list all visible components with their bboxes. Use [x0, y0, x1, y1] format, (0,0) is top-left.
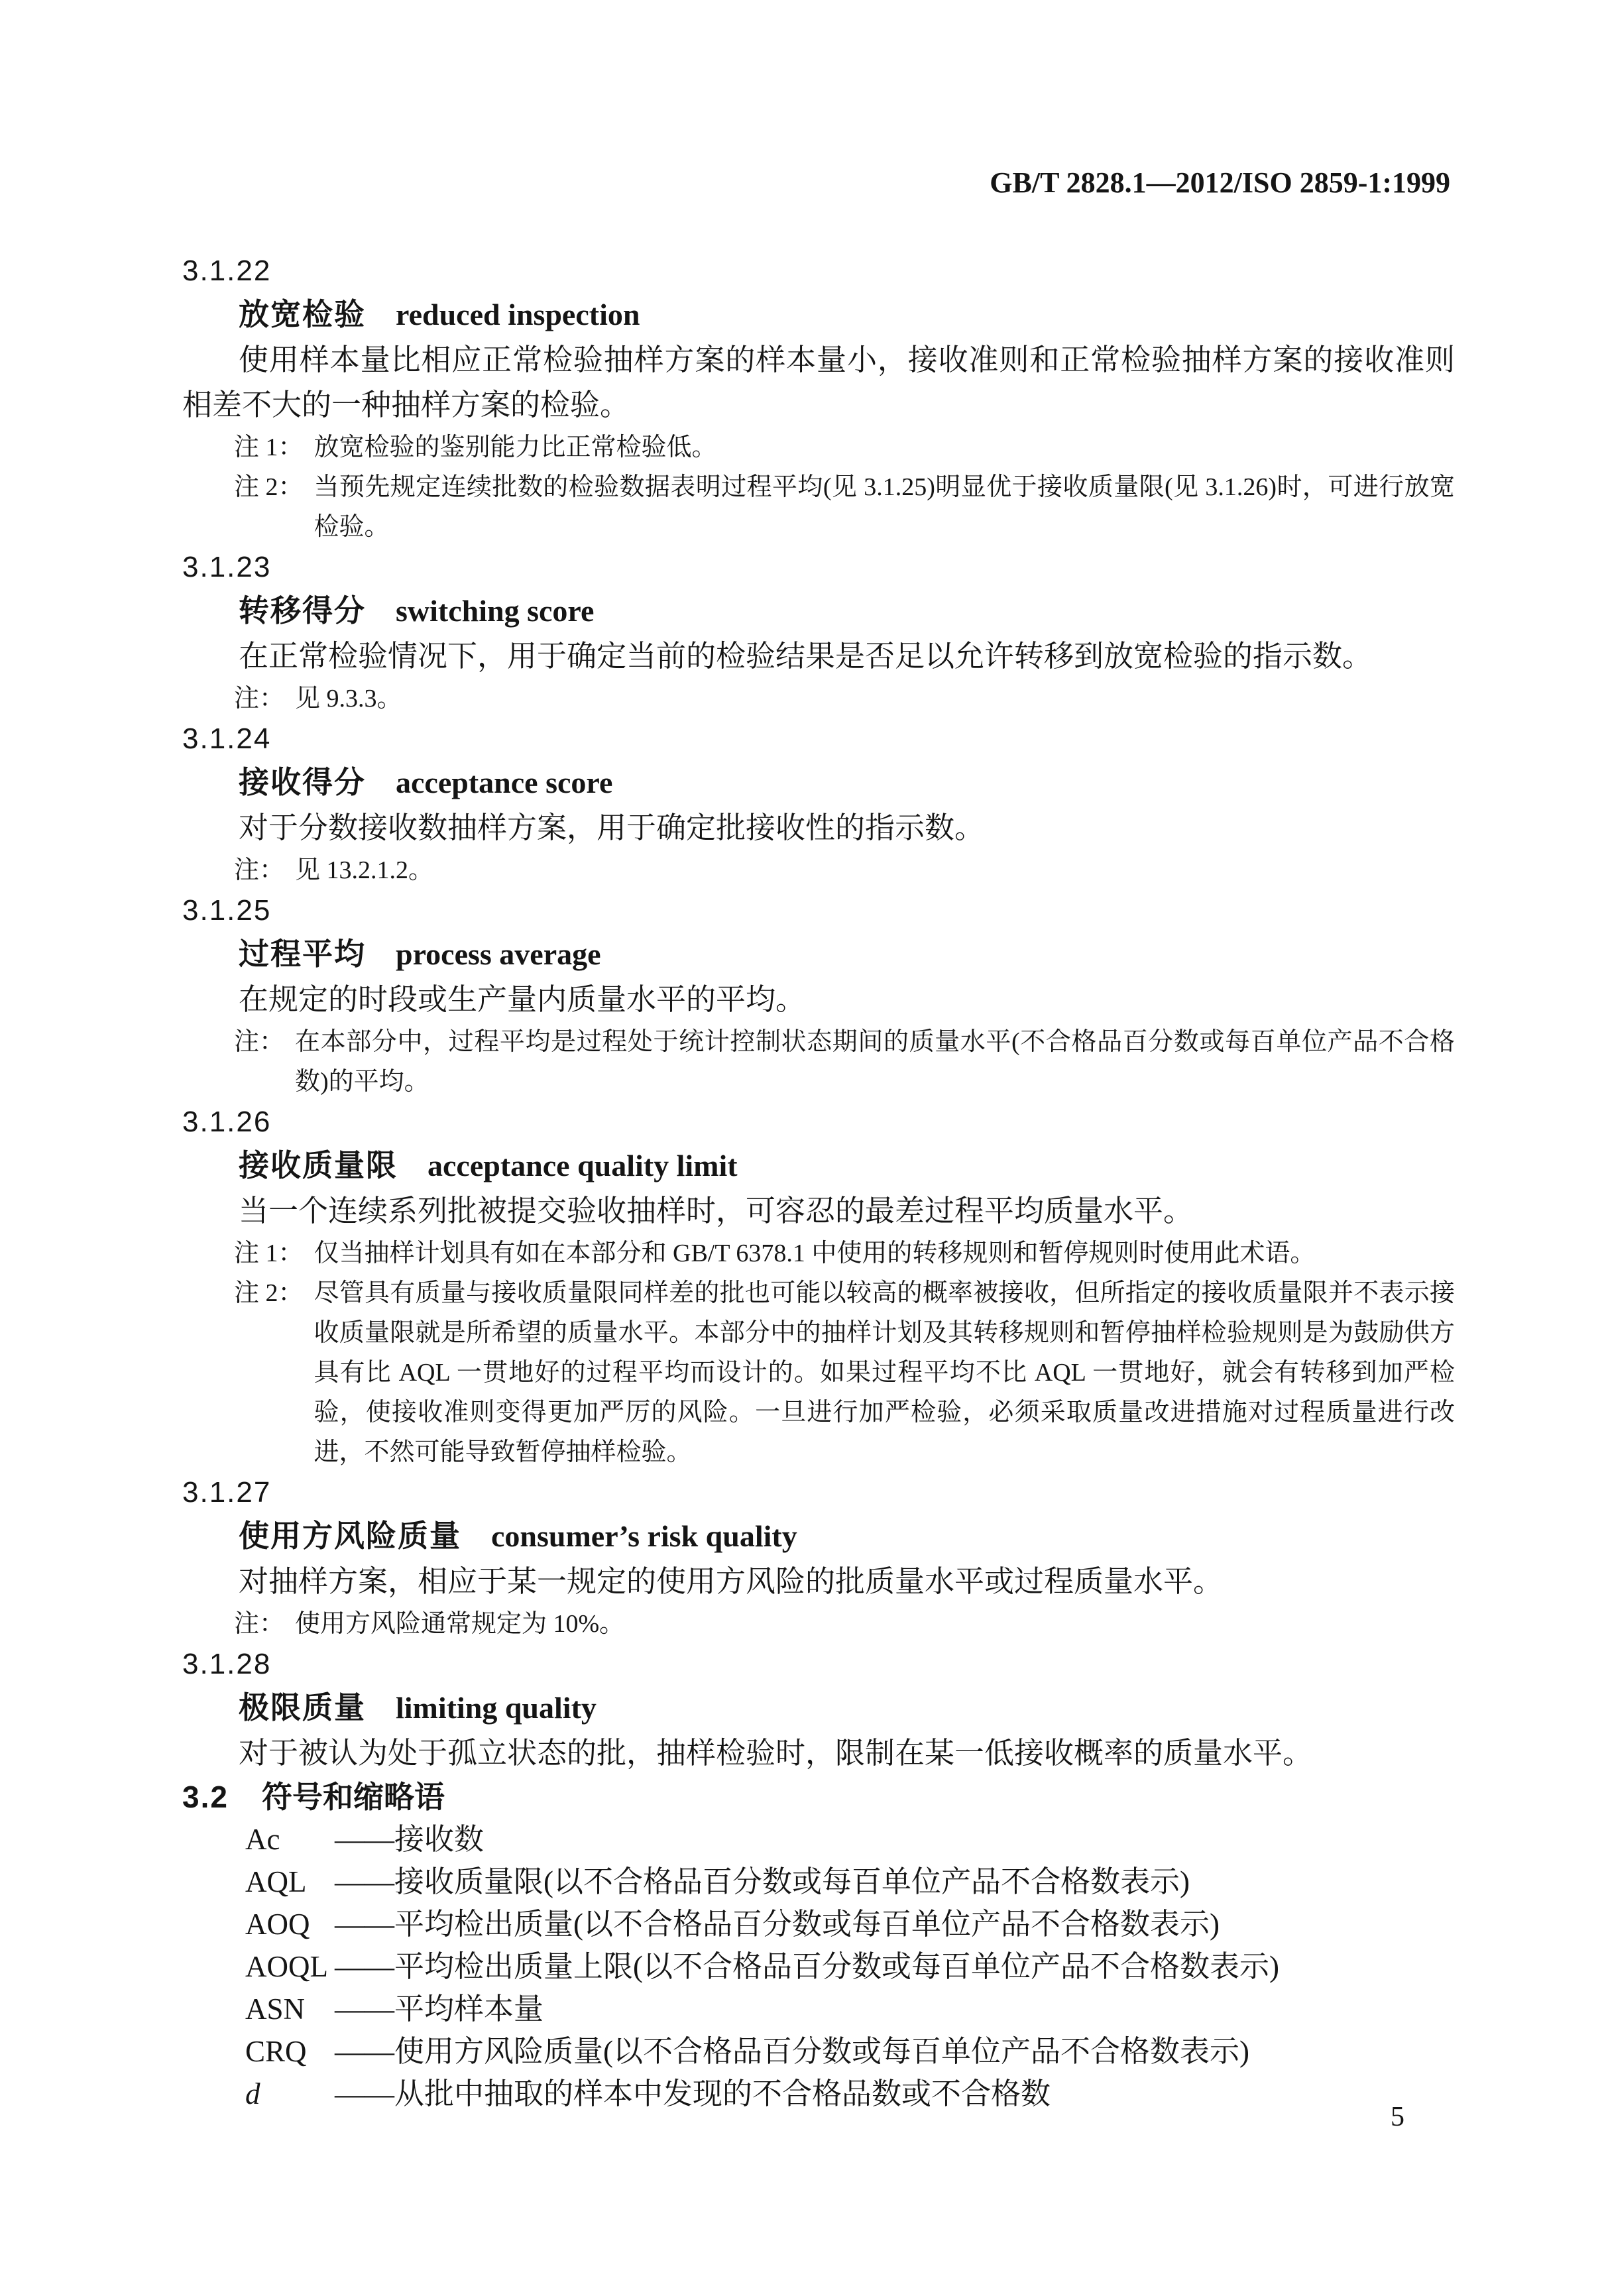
note-text: 尽管具有质量与接收质量限同样差的批也可能以较高的概率被接收，但所指定的接收质量限并不表示接收质量限就是所希望的质量水平。本部分中的抽样计划及其转移规则和暂停抽样检验规则是为鼓励供方具有比 AQL 一贯地好的过程平均而设计的。如果过程平均不比 AQL 一贯地好，就会有转移到加严检验，使接收准则变得更加严厉的风险。一旦进行加严检验，必须采取质量改进措施对过程质量进行改进，不然可能导致暂停抽样检验。 [314, 1279, 1455, 1466]
term-section [182, 251, 1455, 547]
note-label: 注 1： [234, 1239, 304, 1267]
symbol-name: AOQ [245, 1908, 310, 1941]
term-line [182, 292, 1455, 337]
note-text: 见 9.3.3。 [295, 685, 402, 713]
symbol-dash: —— [335, 1992, 394, 2026]
term-chinese: 转移得分 [239, 593, 366, 628]
term-chinese: 接收得分 [239, 765, 366, 799]
symbol-name: AOQL [245, 1950, 328, 1983]
note-item [182, 428, 1455, 467]
definition-paragraph: 当一个连续系列批被提交验收抽样时，可容忍的最差过程平均质量水平。 [239, 1194, 1194, 1228]
symbol-description: 从批中抽取的样本中发现的不合格品数或不合格数 [394, 2077, 1051, 2110]
symbol-name: AQL [245, 1865, 307, 1898]
term-chinese: 使用方风险质量 [239, 1519, 461, 1553]
symbol-name: d [245, 2077, 260, 2110]
symbol-row [182, 1861, 1455, 1903]
term-line [182, 1143, 1455, 1188]
symbol-dash: —— [335, 2077, 394, 2110]
term-line [182, 1685, 1455, 1731]
section-number: 3.1.24 [182, 722, 272, 755]
term-english: consumer’s risk quality [491, 1519, 797, 1553]
term-line [182, 588, 1455, 634]
note-text: 当预先规定连续批数的检验数据表明过程平均(见 3.1.25)明显优于接收质量限(见 3.1.26)时，可进行放宽检验。 [314, 473, 1455, 541]
symbol-row [182, 2073, 1455, 2115]
term-chinese: 接收质量限 [239, 1148, 398, 1182]
definition-paragraph: 在规定的时段或生产量内质量水平的平均。 [239, 983, 806, 1016]
term-section [182, 718, 1455, 890]
symbol-row [182, 1818, 1455, 1861]
note-label: 注 1： [234, 433, 304, 461]
term-chinese: 放宽检验 [239, 297, 366, 331]
symbol-dash: —— [335, 1908, 394, 1941]
symbol-row [182, 1903, 1455, 1945]
note-label: 注 2： [234, 473, 304, 501]
symbol-dash: —— [335, 2035, 394, 2068]
term-english: process average [396, 937, 601, 971]
symbol-description: 平均检出质量上限(以不合格品百分数或每百单位产品不合格数表示) [394, 1950, 1279, 1983]
note-text: 在本部分中，过程平均是过程处于统计控制状态期间的质量水平(不合格品百分数或每百单位产品不合格数)的平均。 [295, 1028, 1455, 1096]
note-item [182, 1022, 1455, 1102]
symbol-name: ASN [245, 1992, 306, 2026]
page-number: 5 [1391, 2102, 1404, 2132]
note-label: 注 2： [234, 1279, 304, 1307]
subsection-title: 符号和缩略语 [261, 1780, 445, 1814]
term-english: acceptance score [396, 766, 613, 799]
term-section [182, 1102, 1455, 1472]
symbol-row [182, 1988, 1455, 2030]
symbol-description: 平均样本量 [394, 1992, 544, 2026]
term-chinese: 过程平均 [239, 937, 366, 971]
term-line [182, 1513, 1455, 1559]
note-text: 使用方风险通常规定为 10%。 [295, 1610, 625, 1638]
section-number: 3.1.26 [182, 1106, 272, 1138]
section-number: 3.1.27 [182, 1476, 272, 1509]
standard-header: GB/T 2828.1—2012/ISO 2859-1:1999 [990, 166, 1450, 199]
term-english: switching score [396, 594, 595, 628]
subsection-heading [182, 1776, 1455, 1818]
term-section [182, 547, 1455, 718]
document-body [182, 251, 1455, 2115]
section-number: 3.1.22 [182, 255, 272, 287]
note-item [182, 1604, 1455, 1644]
note-text: 见 13.2.1.2。 [295, 856, 434, 884]
note-text: 放宽检验的鉴别能力比正常检验低。 [314, 433, 717, 461]
symbol-name: Ac [245, 1823, 280, 1856]
term-english: reduced inspection [396, 298, 640, 331]
symbol-row [182, 2030, 1455, 2073]
section-number: 3.1.25 [182, 894, 272, 927]
section-number: 3.1.28 [182, 1648, 272, 1680]
symbol-description: 平均检出质量(以不合格品百分数或每百单位产品不合格数表示) [394, 1908, 1220, 1941]
note-label: 注： [234, 1610, 285, 1638]
definition-paragraph: 对于分数接收数抽样方案，用于确定批接收性的指示数。 [239, 811, 985, 844]
note-item [182, 1234, 1455, 1273]
note-label: 注： [234, 1028, 285, 1056]
symbol-description: 接收数 [394, 1823, 485, 1856]
definition-paragraph: 对于被认为处于孤立状态的批，抽样检验时，限制在某一低接收概率的质量水平。 [239, 1737, 1313, 1770]
term-section [182, 1472, 1455, 1644]
definition-paragraph: 使用样本量比相应正常检验抽样方案的样本量小，接收准则和正常检验抽样方案的接收准则相差不大的一种抽样方案的检验。 [182, 343, 1455, 422]
note-label: 注： [234, 685, 285, 713]
term-chinese: 极限质量 [239, 1690, 366, 1725]
note-text: 仅当抽样计划具有如在本部分和 GB/T 6378.1 中使用的转移规则和暂停规则时使用此术语。 [314, 1239, 1316, 1267]
term-english: acceptance quality limit [428, 1149, 738, 1182]
note-label: 注： [234, 856, 285, 884]
symbol-dash: —— [335, 1823, 394, 1856]
symbol-name: CRQ [245, 2035, 307, 2068]
definition-paragraph: 在正常检验情况下，用于确定当前的检验结果是否足以允许转移到放宽检验的指示数。 [239, 640, 1373, 673]
subsection-number: 3.2 [182, 1780, 229, 1814]
note-item [182, 467, 1455, 547]
note-item [182, 1273, 1455, 1472]
term-section [182, 1644, 1455, 1776]
symbol-description: 接收质量限(以不合格品百分数或每百单位产品不合格数表示) [394, 1865, 1190, 1898]
definition-paragraph: 对抽样方案，相应于某一规定的使用方风险的批质量水平或过程质量水平。 [239, 1565, 1224, 1598]
term-line [182, 760, 1455, 805]
symbol-description: 使用方风险质量(以不合格品百分数或每百单位产品不合格数表示) [394, 2035, 1249, 2068]
term-line [182, 931, 1455, 977]
note-item [182, 679, 1455, 718]
symbol-dash: —— [335, 1865, 394, 1898]
note-item [182, 850, 1455, 890]
symbol-dash: —— [335, 1950, 394, 1983]
term-english: limiting quality [396, 1691, 597, 1725]
symbol-row [182, 1945, 1455, 1988]
section-number: 3.1.23 [182, 551, 272, 583]
term-section [182, 890, 1455, 1102]
